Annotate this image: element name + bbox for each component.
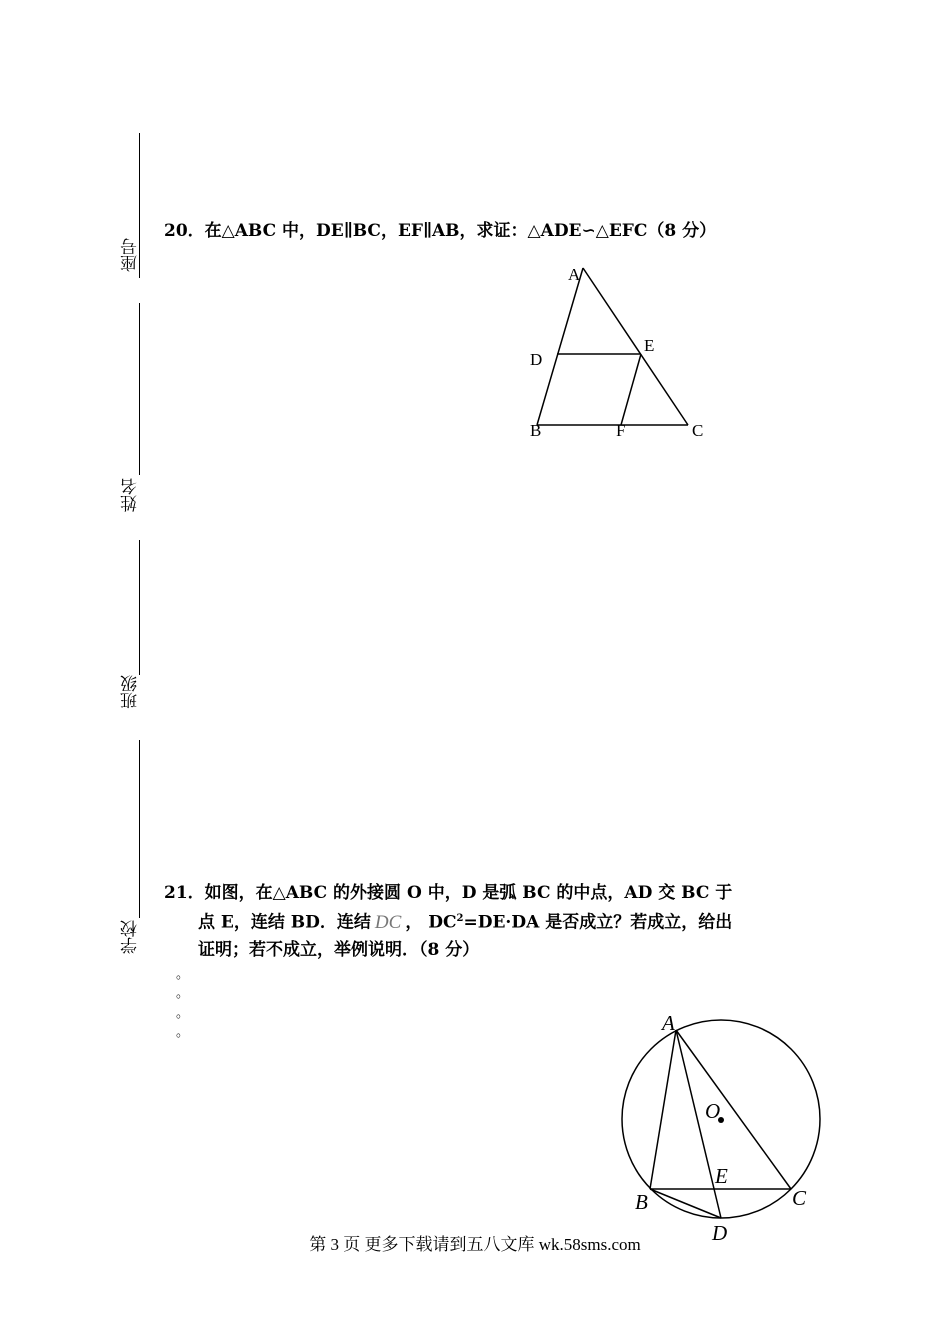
class-label: 班级 <box>121 675 141 709</box>
label-A: A <box>662 1011 675 1035</box>
q21-line2-mid: ， DC <box>405 912 457 933</box>
segment-AC <box>676 1030 791 1189</box>
question-20-text: 20．在△ABC 中，DE∥BC，EF∥AB，求证：△ADE∽△EFC（8 分） <box>164 221 717 241</box>
q21-line2-pre: 点 E，连结 BD．连结 <box>198 912 371 933</box>
label-B: B <box>635 1190 648 1214</box>
segment-AD <box>676 1030 721 1218</box>
segment-AC <box>583 268 688 425</box>
question-21-line-3: 证明；若不成立，举例说明．（8 分） <box>198 940 480 960</box>
binding-line-4 <box>139 740 140 918</box>
school-label: 学校 <box>121 920 141 954</box>
bullet-mark-2: 。 <box>176 986 190 1001</box>
segment-AB <box>537 268 583 425</box>
triangle-figure-q20 <box>520 258 720 448</box>
binding-line-3 <box>139 540 140 675</box>
label-E: E <box>644 336 655 355</box>
label-C: C <box>692 421 704 440</box>
binding-line-2 <box>139 303 140 475</box>
bullet-mark-4: 。 <box>176 1025 190 1040</box>
bullet-mark-1: 。 <box>176 967 190 982</box>
label-B: B <box>530 421 542 440</box>
bullet-mark-3: 。 <box>176 1006 190 1021</box>
question-21-line-1: 21．如图，在△ABC 的外接圆 O 中，D 是弧 BC 的中点，AD 交 BC 于 <box>164 883 733 903</box>
segment-AB <box>650 1030 676 1189</box>
label-C: C <box>792 1186 807 1210</box>
label-A: A <box>568 265 581 284</box>
question-21-line-2 <box>198 908 732 934</box>
label-O: O <box>705 1099 721 1123</box>
page-footer: 第 3 页 更多下载请到五八文库 wk.58sms.com <box>309 1235 641 1254</box>
label-D: D <box>530 350 543 369</box>
q21-dc-expression: DC <box>374 911 402 933</box>
q21-line2-post: =DE·DA 是否成立？若成立，给出 <box>463 912 733 933</box>
circle-figure-q21 <box>600 1005 840 1245</box>
seat-number-label: 座号 <box>121 238 141 272</box>
q21-superscript: 2 <box>456 913 464 924</box>
label-D: D <box>712 1221 728 1245</box>
segment-BD <box>650 1189 721 1218</box>
label-E: E <box>715 1164 728 1188</box>
name-label: 姓名 <box>121 478 141 512</box>
segment-EF <box>621 354 641 425</box>
label-F: F <box>616 421 626 440</box>
